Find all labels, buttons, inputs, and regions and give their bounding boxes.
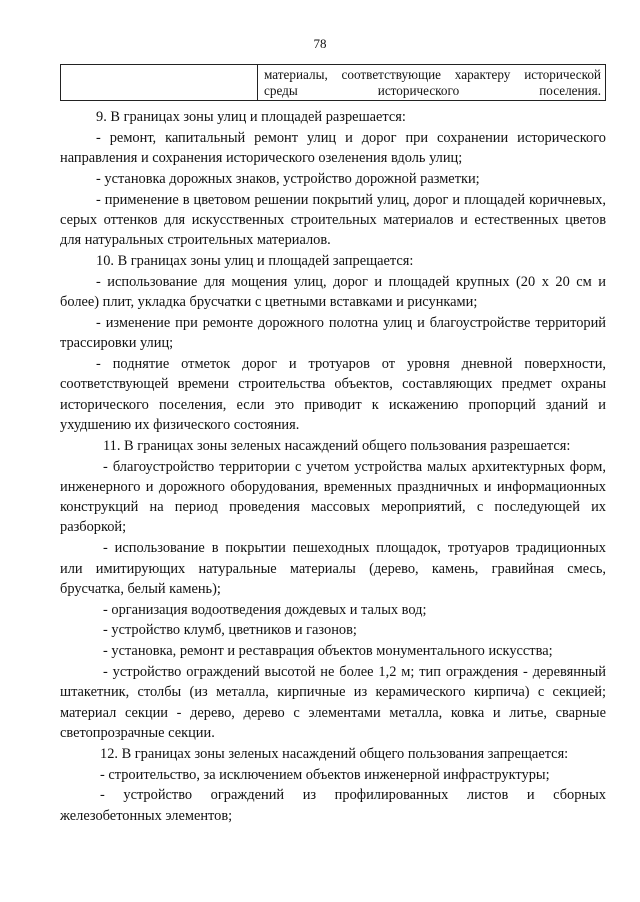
table-cell-empty	[61, 65, 258, 100]
section-heading-12: 12. В границах зоны зеленых насаждений общего пользования запрещается:	[100, 745, 569, 762]
list-item: - устройство ограждений высотой не более 1,2 м; тип ограждения - деревянный штакетник, столбы (из металла, кирпичные из керамического кирпича) с секцией; материал секции - дерево, дерево с элементами металла, ковка и литье, сварные светопрозрачные секции.	[60, 664, 606, 741]
list-item: - использование в покрытии пешеходных площадок, тротуаров традиционных или имитирующих натуральные материалы (дерево, камень, гравийная смесь, брусчатка, белый камень);	[60, 540, 606, 597]
list-item: - установка, ремонт и реставрация объектов монументального искусства;	[103, 643, 553, 660]
list-item: - строительство, за исключением объектов инженерной инфраструктуры;	[100, 766, 550, 783]
list-item: - применение в цветовом решении покрытий улиц, дорог и площадей коричневых, серых оттенков для искусственных строительных материалов и естественных цветов для натуральных строительных материалов.	[60, 191, 606, 249]
document-body	[60, 107, 606, 826]
list-item: - использование для мощения улиц, дорог и площадей крупных (20 х 20 см и более) плит, укладка брусчатки с цветными вставками и рисунками;	[60, 273, 606, 311]
page-number: 78	[313, 36, 327, 51]
table-cell-text: материалы, соответствующие характеру исторической среды исторического поселения.	[264, 67, 601, 98]
list-item: - устройство клумб, цветников и газонов;	[103, 622, 357, 639]
section-heading-11: 11. В границах зоны зеленых насаждений общего пользования разрешается:	[103, 437, 571, 454]
continuation-table	[60, 64, 606, 101]
section-heading-10: 10. В границах зоны улиц и площадей запрещается:	[96, 253, 414, 270]
list-item: - благоустройство территории с учетом устройства малых архитектурных форм, инженерного и дорожного оборудования, временных праздничных и информационных конструкций на период проведения массовых мероприятий, с последующей их разборкой;	[60, 458, 606, 536]
list-item: - поднятие отметок дорог и тротуаров от уровня дневной поверхности, соответствующей времени строительства объектов, составляющих предмет охраны исторического поселения, если это приводит к искажению пропорций зданий и ухудшению их физического состояния.	[60, 356, 606, 433]
list-item: - организация водоотведения дождевых и талых вод;	[103, 601, 427, 618]
list-item: - установка дорожных знаков, устройство дорожной разметки;	[96, 170, 480, 187]
list-item: - изменение при ремонте дорожного полотна улиц и благоустройстве территорий трассировки улиц;	[60, 314, 606, 352]
section-heading-9: 9. В границах зоны улиц и площадей разрешается:	[96, 109, 406, 125]
list-item: - ремонт, капитальный ремонт улиц и дорог при сохранении исторического направления и сохранения исторического озеленения вдоль улиц;	[60, 129, 606, 167]
list-item: - устройство ограждений из профилированных листов и сборных железобетонных элементов;	[60, 787, 606, 824]
